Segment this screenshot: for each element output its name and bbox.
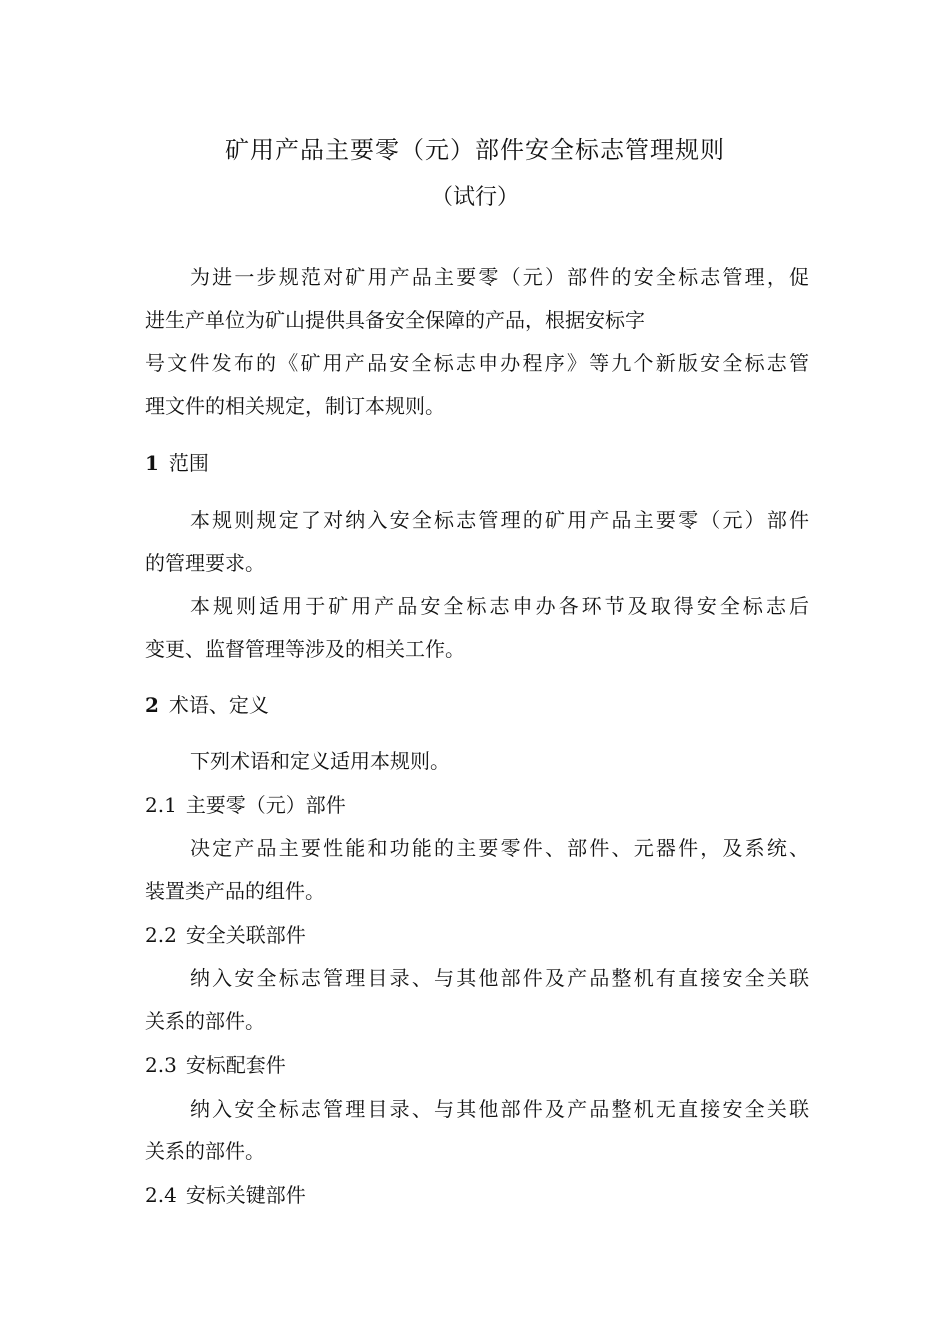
- subsection-2-2-number: 2.2: [145, 923, 177, 947]
- subsection-2-1-heading: [145, 791, 346, 819]
- subsection-2-1-number: 2.1: [145, 793, 177, 817]
- section-1-p1-line-2: 的管理要求。: [145, 551, 265, 575]
- subsection-2-4-heading: [145, 1181, 306, 1209]
- subsection-2-2-heading: [145, 921, 306, 949]
- subsection-2-3-line-2: 关系的部件。: [145, 1139, 265, 1163]
- intro-line-1: 为进一步规范对矿用产品主要零（元）部件的安全标志管理，促: [190, 265, 809, 289]
- document-title: 矿用产品主要零（元）部件安全标志管理规则: [225, 136, 725, 164]
- subsection-2-1-title: 主要零（元）部件: [185, 793, 346, 817]
- subsection-2-3-number: 2.3: [145, 1053, 177, 1077]
- intro-line-3: 号文件发布的《矿用产品安全标志申办程序》等九个新版安全标志管: [145, 351, 809, 375]
- intro-line-2: 进生产单位为矿山提供具备安全保障的产品，根据安标字: [145, 308, 645, 332]
- section-1-number: 1: [145, 451, 159, 475]
- subsection-2-2-title: 安全关联部件: [185, 923, 306, 947]
- section-1-p2-line-1: 本规则适用于矿用产品安全标志申办各环节及取得安全标志后: [190, 594, 809, 618]
- section-1-p2-line-2: 变更、监督管理等涉及的相关工作。: [145, 637, 465, 661]
- subsection-2-4-number: 2.4: [145, 1183, 177, 1207]
- section-1-title: 范围: [168, 451, 209, 475]
- section-2-title: 术语、定义: [168, 693, 269, 717]
- intro-line-4: 理文件的相关规定，制订本规则。: [145, 394, 445, 418]
- section-1-p1-line-1: 本规则规定了对纳入安全标志管理的矿用产品主要零（元）部件: [190, 508, 809, 532]
- subsection-2-3-title: 安标配套件: [185, 1053, 286, 1077]
- subsection-2-1-line-1: 决定产品主要性能和功能的主要零件、部件、元器件，及系统、: [190, 836, 809, 860]
- document-subtitle: （试行）: [430, 185, 519, 210]
- section-1-heading: [145, 449, 209, 477]
- subsection-2-4-title: 安标关键部件: [185, 1183, 306, 1207]
- subsection-2-3-line-1: 纳入安全标志管理目录、与其他部件及产品整机无直接安全关联: [190, 1097, 809, 1121]
- subsection-2-1-line-2: 装置类产品的组件。: [145, 879, 325, 903]
- section-2-heading: [145, 691, 269, 719]
- section-2-number: 2: [145, 693, 159, 717]
- subsection-2-2-line-2: 关系的部件。: [145, 1009, 265, 1033]
- subsection-2-3-heading: [145, 1051, 286, 1079]
- section-2-intro: 下列术语和定义适用本规则。: [190, 749, 450, 773]
- subsection-2-2-line-1: 纳入安全标志管理目录、与其他部件及产品整机有直接安全关联: [190, 966, 809, 990]
